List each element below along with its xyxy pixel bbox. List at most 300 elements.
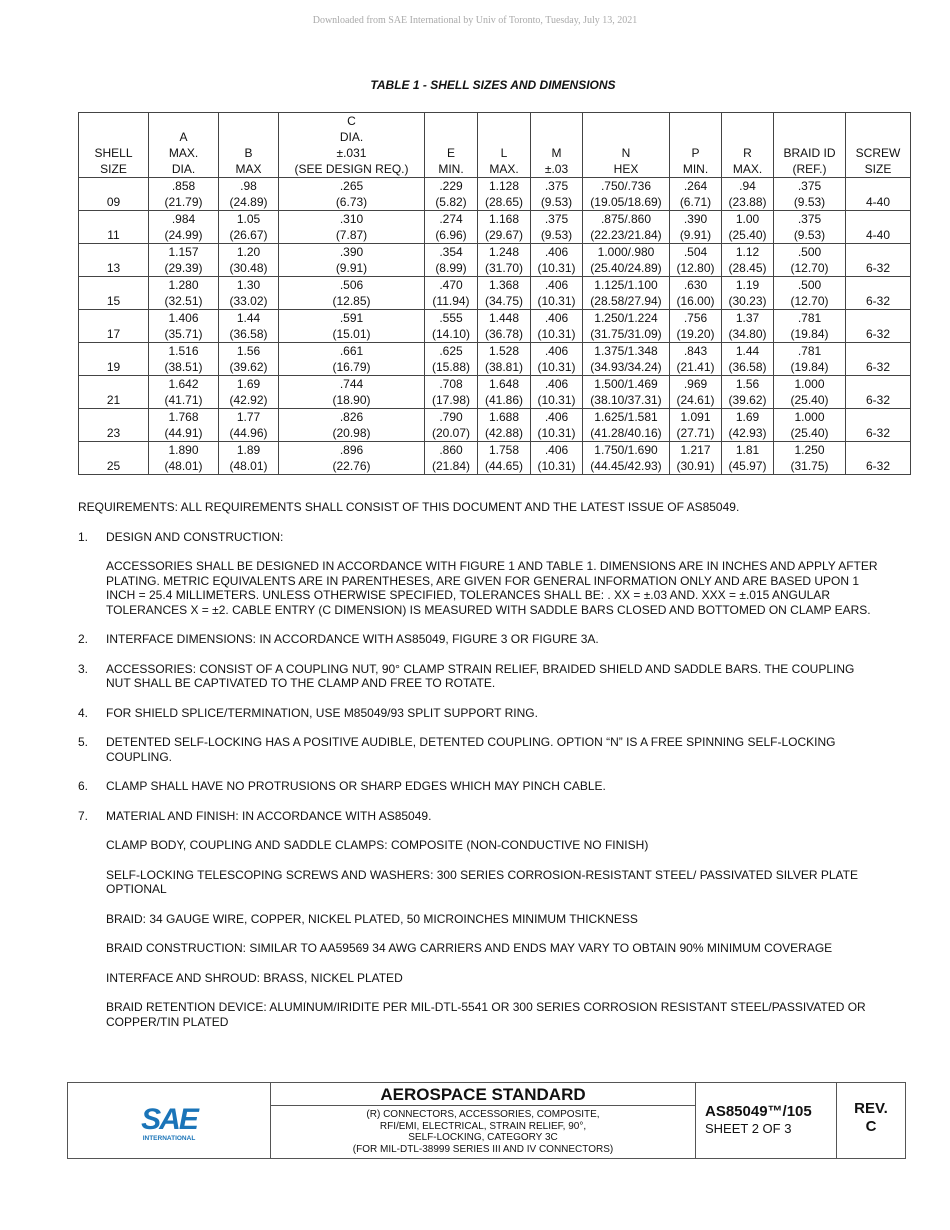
item-text: BRAID RETENTION DEVICE: ALUMINUM/IRIDITE PER MIL-DTL-5541 OR 300 SERIES CORROSION RESISTANT STEEL/PASSIVATED OR COPPER/TIN PLATED: [106, 1000, 866, 1029]
table-cell: [774, 442, 846, 475]
shell-size-cell: 19: [79, 343, 149, 376]
inch-value: .406: [544, 311, 569, 325]
item-number: [78, 559, 106, 617]
item-number: 4.: [78, 705, 89, 720]
metric-value: (12.85): [332, 294, 371, 308]
table-cell: [425, 376, 478, 409]
column-header-line: M: [551, 146, 562, 160]
inch-value: .390: [683, 212, 708, 226]
metric-value: (16.79): [332, 360, 371, 374]
item-number: 3.: [78, 661, 89, 676]
inch-value: .858: [171, 179, 196, 193]
table-cell: [149, 442, 219, 475]
inch-value: .875/.860: [600, 212, 652, 226]
inch-value: .625: [439, 344, 463, 358]
table-cell: [531, 442, 583, 475]
inch-value: 1.00: [735, 212, 760, 226]
inch-value: .375: [544, 179, 569, 193]
column-header-line: P: [691, 146, 700, 160]
column-header-line: SIZE: [864, 162, 892, 176]
inch-value: 1.500/1.469: [594, 377, 658, 391]
metric-value: (18.90): [332, 393, 371, 407]
metric-value: (25.40): [790, 393, 829, 407]
table-cell: [531, 277, 583, 310]
metric-value: (34.93/34.24): [590, 360, 662, 374]
table-cell: [425, 277, 478, 310]
inch-value: 1.688: [488, 410, 520, 424]
shell-size-cell: 15: [79, 277, 149, 310]
shell-size-cell: 23: [79, 409, 149, 442]
metric-value: (10.31): [537, 327, 576, 341]
inch-value: .756: [683, 311, 708, 325]
table-cell: [478, 178, 531, 211]
metric-value: (5.82): [435, 195, 467, 209]
metric-value: (12.80): [676, 261, 715, 275]
table-cell: [149, 244, 219, 277]
table-cell: [722, 178, 774, 211]
column-header-line: MAX.: [168, 146, 199, 160]
inch-value: .310: [339, 212, 364, 226]
inch-value: .896: [339, 443, 364, 457]
table-cell: [722, 409, 774, 442]
inch-value: 1.000: [794, 410, 825, 424]
metric-value: (19.20): [676, 327, 715, 341]
item-paragraph: [78, 838, 878, 853]
metric-value: (14.10): [431, 327, 471, 341]
item-text: MATERIAL AND FINISH: IN ACCORDANCE WITH AS85049.: [106, 808, 432, 823]
numbered-item: [78, 530, 878, 545]
metric-value: (39.62): [728, 393, 767, 407]
table-cell: [478, 244, 531, 277]
table-cell: [219, 376, 279, 409]
table-cell: [279, 244, 425, 277]
metric-value: (10.31): [537, 393, 576, 407]
item-text: INTERFACE AND SHROUD: BRASS, NICKEL PLATED: [106, 970, 403, 985]
metric-value: (25.40): [790, 426, 829, 440]
table-cell: [670, 211, 722, 244]
item-number: [78, 1000, 106, 1029]
inch-value: 1.69: [236, 377, 261, 391]
item-paragraph: [78, 971, 878, 986]
column-header-line: MAX.: [489, 162, 519, 176]
metric-value: (48.01): [164, 459, 203, 473]
table-cell: [670, 277, 722, 310]
shell-size-cell: 21: [79, 376, 149, 409]
description-line: (FOR MIL-DTL-38999 SERIES III AND IV CONNECTORS): [352, 1143, 614, 1155]
inch-value: 1.56: [735, 377, 760, 391]
item-text: DESIGN AND CONSTRUCTION:: [106, 529, 284, 544]
column-header-line: A: [179, 130, 188, 144]
table-cell: [531, 310, 583, 343]
inch-value: 1.406: [168, 311, 199, 325]
shell-size-cell: 11: [79, 211, 149, 244]
metric-value: (28.45): [728, 261, 767, 275]
metric-value: (6.71): [679, 195, 712, 209]
item-text: ACCESSORIES: CONSIST OF A COUPLING NUT, 90° CLAMP STRAIN RELIEF, BRAIDED SHIELD AND SADDLE BARS. THE COUPLING NUT SHALL BE CAPTIVATED TO THE CLAMP AND FREE TO ROTATE.: [106, 661, 855, 690]
table-row: [79, 409, 911, 442]
table-row: [79, 211, 911, 244]
item-text: DETENTED SELF-LOCKING HAS A POSITIVE AUDIBLE, DETENTED COUPLING. OPTION “N” IS A FREE SPINNING SELF-LOCKING COUPLING.: [106, 735, 836, 764]
inch-value: .500: [797, 245, 822, 259]
inch-value: 1.280: [168, 278, 199, 292]
table-cell: [670, 343, 722, 376]
metric-value: (22.23/21.84): [590, 228, 662, 242]
table-cell: [722, 442, 774, 475]
metric-value: (12.70): [790, 261, 829, 275]
item-number: [78, 868, 106, 897]
table-cell: [774, 178, 846, 211]
table-cell: [149, 376, 219, 409]
metric-value: (17.98): [431, 393, 471, 407]
metric-value: (36.58): [229, 327, 268, 341]
inch-value: 1.528: [488, 344, 520, 358]
inch-value: 1.750/1.690: [594, 443, 658, 457]
metric-value: (6.96): [435, 228, 467, 242]
metric-value: (9.91): [335, 261, 368, 275]
column-header: [774, 113, 846, 178]
table-cell: [583, 178, 670, 211]
item-number: 1.: [78, 529, 89, 544]
metric-value: (44.96): [229, 426, 268, 440]
metric-value: (38.10/37.31): [590, 393, 662, 407]
metric-value: (44.91): [164, 426, 203, 440]
item-number: [78, 838, 106, 853]
metric-value: (41.28/40.16): [590, 426, 662, 440]
column-header: [219, 113, 279, 178]
item-number: [78, 912, 106, 927]
table-cell: [478, 211, 531, 244]
table-cell: [774, 409, 846, 442]
numbered-item: [78, 632, 878, 647]
metric-value: (6.73): [335, 195, 368, 209]
inch-value: .274: [439, 212, 463, 226]
metric-value: (15.01): [332, 327, 371, 341]
metric-value: (19.05/18.69): [590, 195, 662, 209]
table-cell: [425, 211, 478, 244]
item-text: CLAMP BODY, COUPLING AND SADDLE CLAMPS: COMPOSITE (NON-CONDUCTIVE NO FINISH): [106, 838, 649, 852]
inch-value: 1.248: [488, 245, 520, 259]
table-cell: [774, 376, 846, 409]
table-cell: [478, 409, 531, 442]
metric-value: (42.88): [484, 426, 524, 440]
metric-value: (28.65): [484, 195, 524, 209]
metric-value: (32.51): [164, 294, 203, 308]
table-cell: [774, 310, 846, 343]
shell-size-cell: 17: [79, 310, 149, 343]
inch-value: 1.000/.980: [597, 245, 655, 259]
column-header: [149, 113, 219, 178]
item-text: CLAMP SHALL HAVE NO PROTRUSIONS OR SHARP EDGES WHICH MAY PINCH CABLE.: [106, 779, 606, 793]
table-cell: [722, 343, 774, 376]
document-number-block: [696, 1083, 837, 1158]
standard-description: [271, 1106, 695, 1158]
shell-dimensions-table: [78, 112, 911, 475]
item-number: 2.: [78, 632, 89, 646]
inch-value: 1.12: [735, 245, 760, 259]
item-number: 7.: [78, 808, 89, 823]
metric-value: (30.23): [728, 294, 767, 308]
column-header-line: HEX: [613, 162, 639, 176]
column-header-line: R: [743, 146, 752, 160]
item-text: FOR SHIELD SPLICE/TERMINATION, USE M85049/93 SPLIT SUPPORT RING.: [106, 705, 538, 720]
table-cell: [219, 277, 279, 310]
metric-value: (31.75): [790, 459, 829, 473]
table-cell: [583, 277, 670, 310]
inch-value: .354: [439, 245, 463, 259]
inch-value: 1.77: [236, 410, 261, 424]
table-row: [79, 343, 911, 376]
table-cell: [531, 409, 583, 442]
title-block: [67, 1082, 906, 1159]
metric-value: (21.84): [431, 459, 471, 473]
table-row: [79, 376, 911, 409]
table-cell: [279, 277, 425, 310]
table-cell: [583, 376, 670, 409]
table-cell: [219, 409, 279, 442]
metric-value: (42.92): [229, 393, 268, 407]
item-text: SELF-LOCKING TELESCOPING SCREWS AND WASHERS: 300 SERIES CORROSION-RESISTANT STEEL/ PASSIVATED SILVER PLATE OPTIONAL: [106, 867, 858, 896]
metric-value: (12.70): [790, 294, 829, 308]
inch-value: 1.30: [236, 278, 261, 292]
item-paragraph: [78, 912, 878, 927]
inch-value: 1.448: [488, 311, 520, 325]
screw-size-cell: 4-40: [846, 211, 911, 244]
metric-value: (39.62): [229, 360, 268, 374]
screw-size-cell: 6-32: [846, 343, 911, 376]
column-header-line: BRAID ID: [783, 146, 836, 160]
table-cell: [531, 211, 583, 244]
metric-value: (25.40): [728, 228, 767, 242]
metric-value: (24.89): [229, 195, 268, 209]
table-cell: [670, 310, 722, 343]
metric-value: (10.31): [537, 360, 576, 374]
metric-value: (20.07): [431, 426, 471, 440]
inch-value: 1.250: [794, 443, 825, 457]
table-cell: [478, 442, 531, 475]
column-header: [279, 113, 425, 178]
sae-logo-icon: [134, 1099, 204, 1143]
inch-value: .98: [240, 179, 257, 193]
inch-value: .591: [339, 311, 364, 325]
numbered-item: [78, 735, 878, 764]
inch-value: 1.000: [794, 377, 825, 391]
metric-value: (44.65): [484, 459, 524, 473]
table-cell: [219, 178, 279, 211]
inch-value: .790: [439, 410, 463, 424]
table-cell: [279, 178, 425, 211]
table-cell: [149, 277, 219, 310]
metric-value: (15.88): [431, 360, 471, 374]
column-header-line: DIA.: [171, 162, 196, 176]
metric-value: (36.78): [484, 327, 524, 341]
table-cell: [531, 244, 583, 277]
inch-value: .470: [439, 278, 463, 292]
metric-value: (10.31): [537, 261, 576, 275]
table-cell: [478, 343, 531, 376]
table-cell: [774, 211, 846, 244]
inch-value: 1.625/1.581: [594, 410, 658, 424]
requirements-section: [78, 500, 878, 1044]
metric-value: (8.99): [435, 261, 467, 275]
metric-value: (34.75): [484, 294, 524, 308]
table-cell: [149, 343, 219, 376]
metric-value: (20.98): [332, 426, 371, 440]
metric-value: (28.58/27.94): [590, 294, 662, 308]
metric-value: (45.97): [728, 459, 767, 473]
metric-value: (7.87): [335, 228, 368, 242]
table-header-row: [79, 113, 911, 178]
table-cell: [279, 343, 425, 376]
inch-value: .406: [544, 410, 569, 424]
metric-value: (9.53): [793, 195, 826, 209]
table-cell: [279, 376, 425, 409]
metric-value: (9.91): [679, 228, 712, 242]
column-header-line: MIN.: [682, 162, 709, 176]
table-cell: [722, 310, 774, 343]
inch-value: .264: [683, 179, 708, 193]
table-cell: [722, 244, 774, 277]
numbered-item: [78, 662, 878, 691]
metric-value: (41.71): [164, 393, 203, 407]
inch-value: 1.128: [488, 179, 520, 193]
table-cell: [219, 442, 279, 475]
inch-value: .744: [339, 377, 364, 391]
table-cell: [425, 343, 478, 376]
item-paragraph: [78, 941, 878, 956]
metric-value: (34.80): [728, 327, 767, 341]
table-cell: [279, 409, 425, 442]
sae-logo: [68, 1083, 271, 1158]
description-line: RFI/EMI, ELECTRICAL, STRAIN RELIEF, 90°,: [379, 1120, 587, 1132]
column-header-line: DIA.: [339, 130, 364, 144]
column-header: [722, 113, 774, 178]
metric-value: (16.00): [676, 294, 715, 308]
metric-value: (48.01): [229, 459, 268, 473]
table-cell: [531, 376, 583, 409]
column-header-line: MAX: [235, 162, 262, 176]
inch-value: .826: [339, 410, 364, 424]
inch-value: 1.217: [680, 443, 711, 457]
inch-value: 1.250/1.224: [594, 311, 658, 325]
table-cell: [219, 211, 279, 244]
inch-value: .265: [339, 179, 364, 193]
inch-value: .984: [171, 212, 196, 226]
inch-value: 1.44: [735, 344, 760, 358]
metric-value: (25.40/24.89): [590, 261, 662, 275]
table-cell: [425, 310, 478, 343]
column-header-line: (SEE DESIGN REQ.): [294, 162, 409, 176]
metric-value: (27.71): [676, 426, 715, 440]
numbered-item: [78, 706, 878, 721]
revision-label: REV.: [854, 1100, 888, 1117]
inch-value: 1.368: [488, 278, 520, 292]
description-line: SELF-LOCKING, CATEGORY 3C: [408, 1132, 558, 1143]
inch-value: 1.642: [168, 377, 199, 391]
shell-size-cell: 25: [79, 442, 149, 475]
table-cell: [583, 442, 670, 475]
inch-value: 1.19: [735, 278, 760, 292]
table-cell: [583, 310, 670, 343]
column-header-line: SIZE: [100, 162, 127, 176]
title-block-center: [271, 1083, 696, 1158]
metric-value: (31.75/31.09): [590, 327, 662, 341]
inch-value: .843: [683, 344, 708, 358]
table-row: [79, 277, 911, 310]
table-cell: [774, 277, 846, 310]
column-header-line: (REF.): [792, 162, 827, 176]
table-cell: [583, 343, 670, 376]
inch-value: 1.81: [735, 443, 760, 457]
inch-value: 1.37: [735, 311, 760, 325]
table-cell: [722, 211, 774, 244]
inch-value: .406: [544, 443, 569, 457]
inch-value: 1.758: [488, 443, 520, 457]
inch-value: .750/.736: [600, 179, 652, 193]
item-number: [78, 941, 106, 956]
screw-size-cell: 6-32: [846, 310, 911, 343]
inch-value: .708: [439, 377, 463, 391]
item-text: BRAID CONSTRUCTION: SIMILAR TO AA59569 34 AWG CARRIERS AND ENDS MAY VARY TO OBTAIN 90% MINIMUM COVERAGE: [106, 941, 833, 955]
metric-value: (31.70): [484, 261, 524, 275]
metric-value: (19.84): [790, 360, 829, 374]
inch-value: .661: [339, 344, 364, 358]
inch-value: .375: [544, 212, 569, 226]
column-header: [478, 113, 531, 178]
metric-value: (38.51): [164, 360, 203, 374]
column-header-line: SHELL: [94, 146, 133, 160]
column-header-line: N: [621, 146, 631, 160]
inch-value: 1.516: [168, 344, 199, 358]
column-header-line: MAX.: [732, 162, 763, 176]
metric-value: (9.53): [540, 228, 573, 242]
item-number: [78, 971, 106, 986]
inch-value: 1.44: [236, 311, 261, 325]
metric-value: (38.81): [484, 360, 524, 374]
metric-value: (22.76): [332, 459, 371, 473]
inch-value: .406: [544, 377, 569, 391]
inch-value: 1.56: [236, 344, 261, 358]
inch-value: 1.89: [236, 443, 261, 457]
inch-value: 1.20: [236, 245, 261, 259]
table-cell: [670, 409, 722, 442]
item-paragraph: [78, 868, 878, 897]
item-text: BRAID: 34 GAUGE WIRE, COPPER, NICKEL PLATED, 50 MICROINCHES MINIMUM THICKNESS: [106, 911, 638, 926]
screw-size-cell: 6-32: [846, 244, 911, 277]
item-paragraph: [78, 559, 878, 617]
inch-value: .630: [683, 278, 708, 292]
inch-value: .375: [797, 179, 822, 193]
screw-size-cell: 6-32: [846, 442, 911, 475]
inch-value: 1.05: [236, 212, 261, 226]
shell-size-cell: 13: [79, 244, 149, 277]
table-cell: [149, 310, 219, 343]
metric-value: (10.31): [537, 294, 576, 308]
table-row: [79, 178, 911, 211]
table-cell: [425, 178, 478, 211]
metric-value: (24.99): [164, 228, 203, 242]
metric-value: (10.31): [537, 459, 576, 473]
table-cell: [279, 442, 425, 475]
inch-value: 1.768: [168, 410, 199, 424]
screw-size-cell: 6-32: [846, 277, 911, 310]
table-cell: [722, 277, 774, 310]
numbered-item: [78, 809, 878, 824]
table-row: [79, 442, 911, 475]
metric-value: (21.79): [164, 195, 203, 209]
metric-value: (26.67): [229, 228, 268, 242]
metric-value: (30.48): [229, 261, 268, 275]
table-cell: [219, 343, 279, 376]
